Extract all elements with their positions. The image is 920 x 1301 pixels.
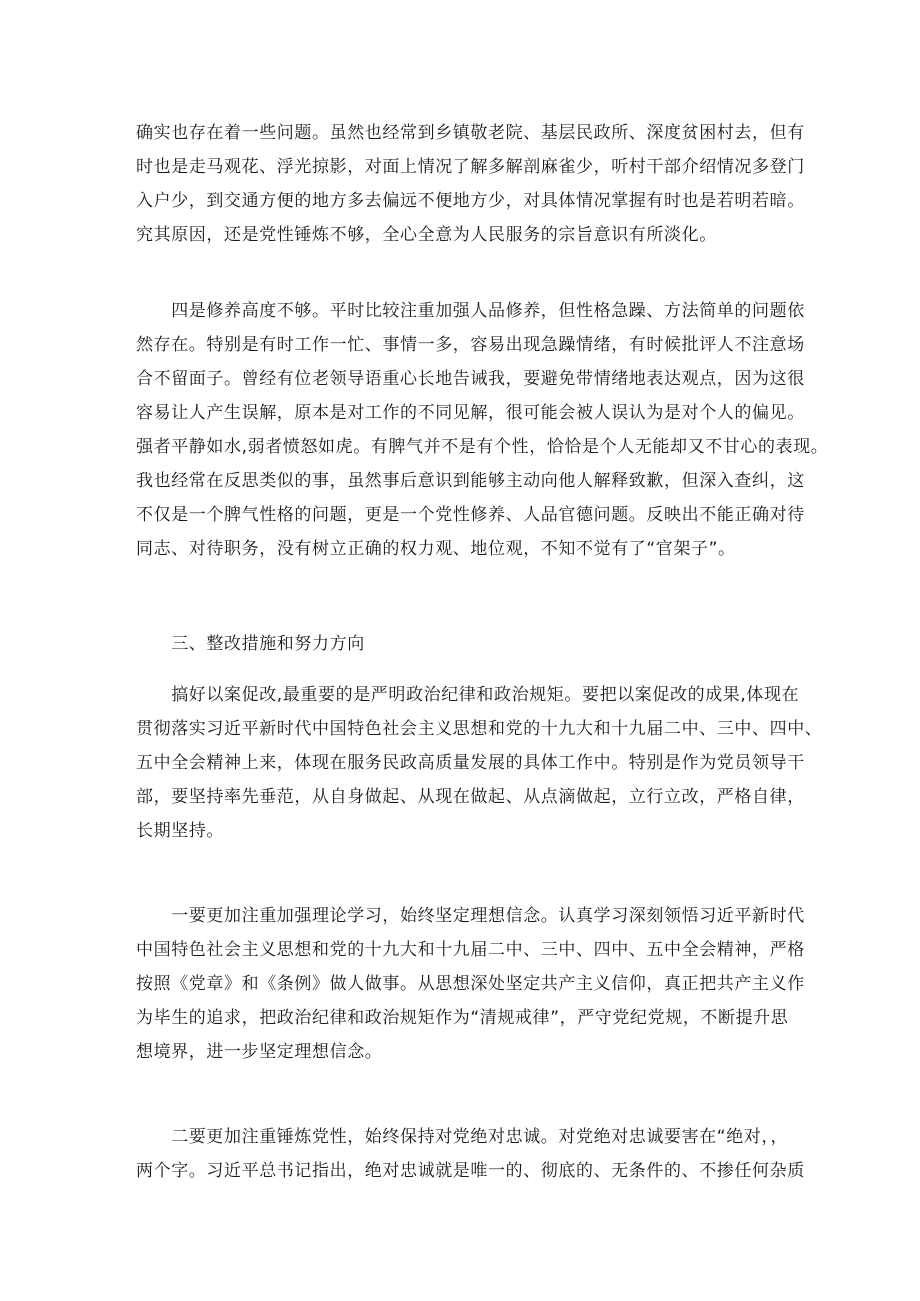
section-heading [136,627,796,661]
heading-line: 三、整改措施和努力方向 [136,634,365,654]
text-line: 入户少，到交通方便的地方多去偏远不便地方少，对具体情况掌握有时也是若明若暗。 [136,191,805,211]
text-line: 时也是走马观花、浮光掠影，对面上情况了解多解剖麻雀少，听村干部介绍情况多登门 [136,157,805,177]
text-line: 同志、对待职务，没有树立正确的权力观、地位观，不知不觉有了“官架子”。 [136,539,736,559]
text-line: 然存在。特别是有时工作一忙、事情一多，容易出现急躁情绪，有时候批评人不注意场 [136,335,805,355]
text-line: 合不留面子。曾经有位老领导语重心长地告诫我，要避免带情绪地表达观点，因为这很 [136,369,805,389]
text-line: 长期坚持。 [136,821,224,841]
text-line: 究其原因，还是党性锤炼不够，全心全意为人民服务的宗旨意识有所淡化。 [136,225,717,245]
text-line: 容易让人产生误解，原本是对工作的不同见解，很可能会被人误认为是对个人的偏见。 [136,403,805,423]
paragraph-1 [136,116,805,252]
text-line: 中国特色社会主义思想和党的十九大和十九届二中、三中、四中、五中全会精神，严格 [136,940,805,960]
text-line: 部，要坚持率先垂范，从自身做起、从现在做起、从点滴做起，立行立改，严格自律， [136,787,805,807]
text-line: 贯彻落实习近平新时代中国特色社会主义思想和党的十九大和十九届二中、三中、四中、 [136,719,823,739]
text-line: 一要更加注重加强理论学习，始终坚定理想信念。认真学习深刻领悟习近平新时代 [136,906,805,926]
text-line: 确实也存在着一些问题。虽然也经常到乡镇敬老院、基层民政所、深度贫困村去，但有 [136,123,805,143]
paragraph-4 [136,899,805,1069]
paragraph-3 [136,678,823,848]
text-line: 想境界，进一步坚定理想信念。 [136,1042,383,1062]
text-line: 为毕生的追求，把政治纪律和政治规矩作为“清规戒律”，严守党纪党规，不断提升思 [136,1008,789,1028]
text-line: 五中全会精神上来，体现在服务民政高质量发展的具体工作中。特别是作为党员领导干 [136,753,805,773]
text-line: 我也经常在反思类似的事，虽然事后意识到能够主动向他人解释致歉，但深入查纠，这 [136,471,805,491]
text-line: 按照《党章》和《条例》做人做事。从思想深处坚定共产主义信仰，真正把共产主义作 [136,974,805,994]
text-line: 四是修养高度不够。平时比较注重加强人品修养，但性格急躁、方法简单的问题依 [136,301,805,321]
text-line: 搞好以案促改,最重要的是严明政治纪律和政治规矩。要把以案促改的成果,体现在 [136,685,800,705]
paragraph-5 [136,1120,805,1188]
text-line: 强者平静如水,弱者愤怒如虎。有脾气并不是有个性，恰恰是个人无能却又不甘心的表现。 [136,437,829,457]
text-line: 二要更加注重锤炼党性，始终保持对党绝对忠诚。对党绝对忠诚要害在“绝对，， [136,1127,789,1147]
text-line: 两个字。习近平总书记指出，绝对忠诚就是唯一的、彻底的、无条件的、不掺任何杂质 [136,1161,805,1181]
paragraph-2 [136,294,829,566]
text-line: 不仅是一个脾气性格的问题，更是一个党性修养、人品官德问题。反映出不能正确对待 [136,505,805,525]
